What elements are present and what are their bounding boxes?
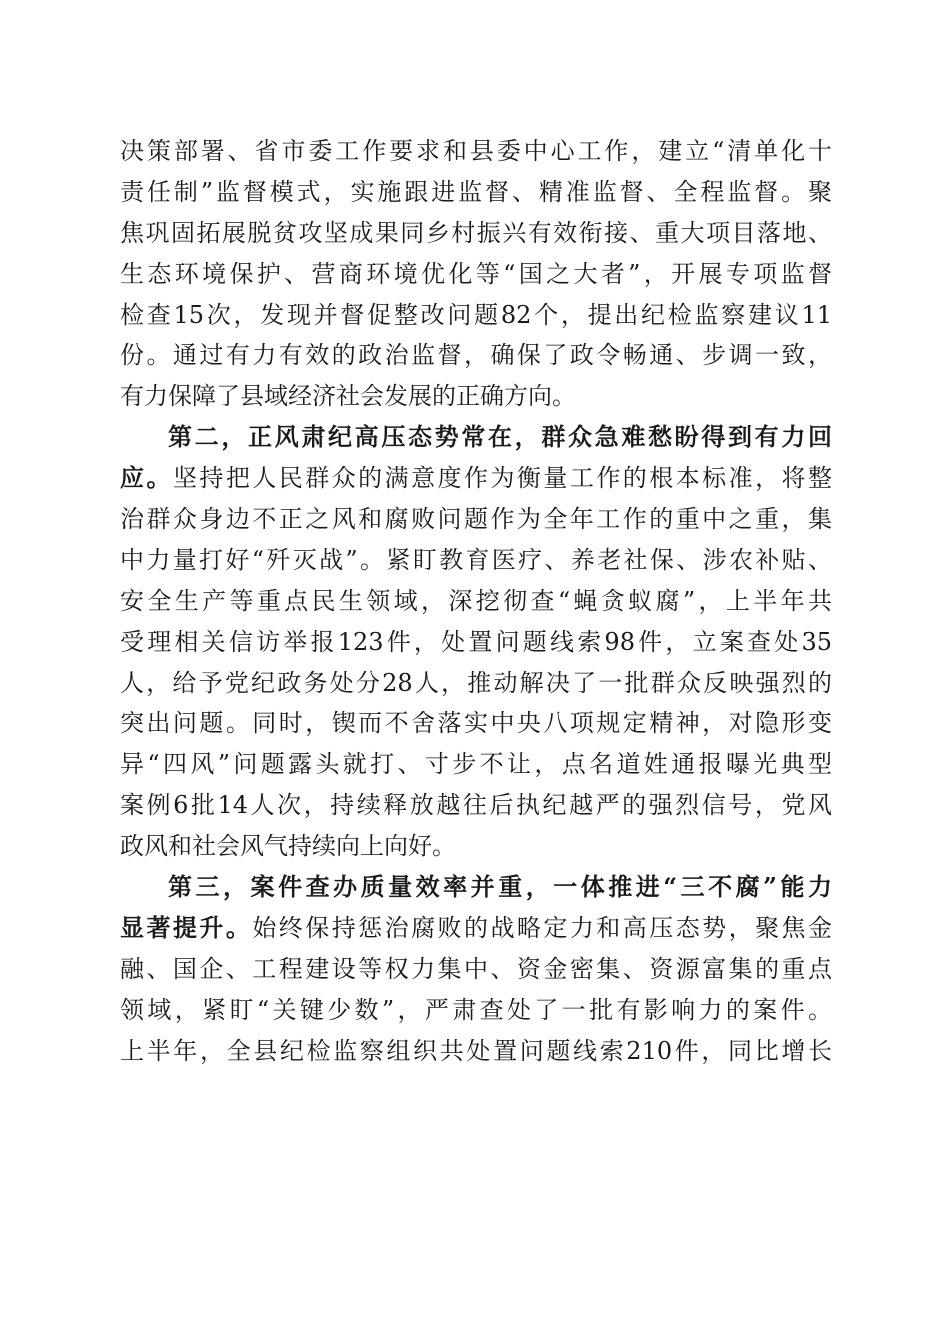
text-line: 政风和社会风气持续向上向好。 xyxy=(120,832,456,861)
text-line: 突出问题。同时，锲而不舍落实中央八项规定精神，对隐形变 xyxy=(120,709,832,738)
section-heading-three: 第三，案件查办质量效率并重，一体推进“三不腐”能力 xyxy=(168,872,832,902)
text-line-rest: 始终保持惩治腐败的战略定力和高压态势，聚焦金 xyxy=(252,913,833,942)
text-line xyxy=(120,908,832,949)
text-line: 案例6批14人次，持续释放越往后执纪越严的强烈信号，党风 xyxy=(120,791,832,820)
section-heading-two-end: 应。 xyxy=(120,463,173,493)
text-line: 上半年，全县纪检监察组织共处置问题线索210件，同比增长 xyxy=(120,1036,832,1065)
text-line: 决策部署、省市委工作要求和县委中心工作，建立“清单化十 xyxy=(120,137,832,165)
text-line: 有力保障了县域经济社会发展的正确方向。 xyxy=(120,382,576,411)
text-line xyxy=(120,458,832,499)
text-line-rest: 坚持把人民群众的满意度作为衡量工作的根本标准，将整 xyxy=(172,464,833,493)
text-line: 融、国企、工程建设等权力集中、资金密集、资源富集的重点 xyxy=(120,954,832,983)
text-line: 中力量打好“歼灭战”。紧盯教育医疗、养老社保、涉农补贴、 xyxy=(120,545,832,574)
text-line: 检查15次，发现并督促整改问题82个，提出纪检监察建议11 xyxy=(120,300,832,329)
body-text xyxy=(120,131,832,1071)
section-heading-two: 第二，正风肃纪高压态势常在，群众急难愁盼得到有力回 xyxy=(168,422,832,452)
text-line: 份。通过有力有效的政治监督，确保了政令畅通、步调一致， xyxy=(120,341,832,370)
text-line: 人，给予党纪政务处分28人，推动解决了一批群众反映强烈的 xyxy=(120,668,832,697)
text-line: 责任制”监督模式，实施跟进监督、精准监督、全程监督。聚 xyxy=(120,177,832,206)
text-line: 受理相关信访举报123件，处置问题线索98件，立案查处35 xyxy=(120,627,832,656)
text-line: 异“四风”问题露头就打、寸步不让，点名道姓通报曝光典型 xyxy=(120,750,832,779)
text-line: 安全生产等重点民生领域，深挖彻查“蝇贪蚁腐”，上半年共 xyxy=(120,586,832,615)
section-heading-three-end: 显著提升。 xyxy=(120,912,253,942)
text-line: 领域，紧盯“关键少数”，严肃查处了一批有影响力的案件。 xyxy=(120,995,832,1024)
text-line: 治群众身边不正之风和腐败问题作为全年工作的重中之重，集 xyxy=(120,505,832,534)
text-line: 生态环境保护、营商环境优化等“国之大者”，开展专项监督 xyxy=(120,259,832,288)
text-line: 焦巩固拓展脱贫攻坚成果同乡村振兴有效衔接、重大项目落地、 xyxy=(120,218,832,247)
